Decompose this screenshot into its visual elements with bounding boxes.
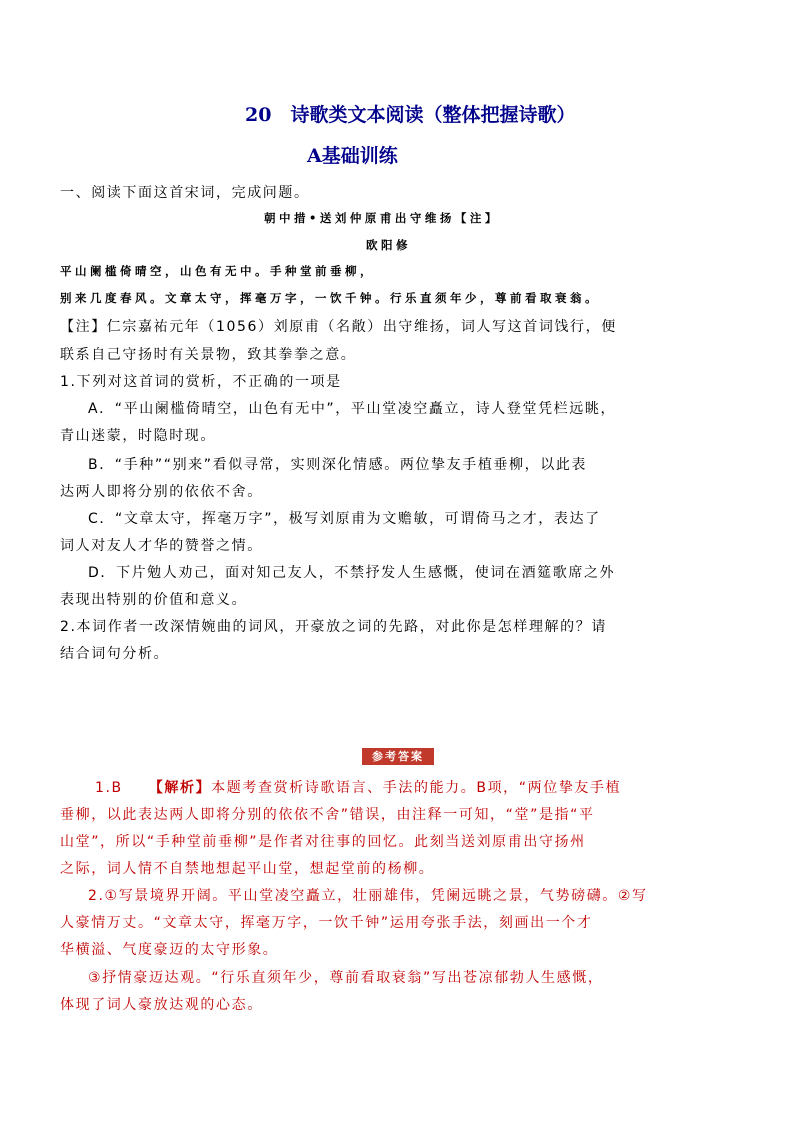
page-title: 20 诗歌类文本阅读（整体把握诗歌） bbox=[245, 104, 576, 126]
q1-option-b-cont: 达两人即将分别的依依不舍。 bbox=[60, 484, 263, 500]
poem-title: 朝中措•送刘仲原甫出守维扬【注】 bbox=[264, 211, 500, 225]
answer-1-text: 本题考查赏析诗歌语言、手法的能力。B项，“两位挚友手植 bbox=[211, 780, 622, 796]
q1-option-a: A．“平山阑槛倚晴空，山色有无中”，平山堂凌空矗立，诗人登堂凭栏远眺， bbox=[88, 401, 617, 417]
answer-1-number: 1.B bbox=[95, 780, 123, 796]
answer-badge: 参考答案 bbox=[362, 748, 434, 765]
answer-1-line-1 bbox=[95, 777, 621, 797]
answer-1-line-4: 之际，词人情不自禁地想起平山堂，想起堂前的杨柳。 bbox=[60, 861, 435, 877]
q2-line-1: 2.本词作者一改深情婉曲的词风，开豪放之词的先路，对此你是怎样理解的？请 bbox=[60, 619, 607, 635]
q1-stem: 1.下列对这首词的赏析，不正确的一项是 bbox=[60, 374, 342, 390]
q1-option-c-cont: 词人对友人才华的赞誉之情。 bbox=[60, 538, 263, 554]
note-line-2: 联系自己守扬时有关景物，致其拳拳之意。 bbox=[60, 347, 357, 363]
poem-line-1: 平山阑槛倚晴空，山色有无中。手种堂前垂柳， bbox=[60, 264, 375, 278]
q1-option-b: B．“手种”“别来”看似寻常，实则深化情感。两位挚友手植垂柳，以此表 bbox=[88, 457, 588, 473]
note-line-1: 【注】仁宗嘉祐元年（1056）刘原甫（名敞）出守维扬，词人写这首词饯行，便 bbox=[60, 319, 617, 335]
poem-line-2: 别来几度春风。文章太守，挥毫万字，一饮千钟。行乐直须年少，尊前看取衰翁。 bbox=[60, 291, 600, 305]
answer-2-line-2: 人豪情万丈。“文章太守，挥毫万字，一饮千钟”运用夸张手法，刻画出一个才 bbox=[60, 915, 593, 931]
answer-1-line-2: 垂柳，以此表达两人即将分别的依依不舍”错误，由注释一可知，“堂”是指“平 bbox=[60, 807, 595, 823]
q1-option-d: D．下片勉人劝己，面对知己友人，不禁抒发人生感慨，使词在酒筵歌席之外 bbox=[88, 565, 616, 581]
section-subtitle: A基础训练 bbox=[307, 145, 398, 167]
answer-1-line-3: 山堂”，所以“手种堂前垂柳”是作者对往事的回忆。此刻当送刘原甫出守扬州 bbox=[60, 834, 586, 850]
q1-option-c: C．“文章太守，挥毫万字”，极写刘原甫为文赡敏，可谓倚马之才，表达了 bbox=[88, 511, 601, 527]
q2-line-2: 结合词句分析。 bbox=[60, 646, 170, 662]
answer-2-line-5: 体现了词人豪放达观的心态。 bbox=[60, 997, 263, 1013]
instruction: 一、阅读下面这首宋词，完成问题。 bbox=[60, 185, 310, 201]
answer-1-tag: 【解析】 bbox=[148, 780, 212, 796]
q1-option-a-cont: 青山迷蒙，时隐时现。 bbox=[60, 428, 216, 444]
answer-2-line-1: 2.①写景境界开阔。平山堂凌空矗立，壮丽雄伟，凭阑远眺之景，气势磅礴。②写 bbox=[88, 888, 648, 904]
answer-2-line-4: ③抒情豪迈达观。“行乐直须年少，尊前看取衰翁”写出苍凉郁勃人生感慨， bbox=[88, 970, 604, 986]
poem-author: 欧阳修 bbox=[366, 238, 411, 252]
answer-2-line-3: 华横溢、气度豪迈的太守形象。 bbox=[60, 942, 279, 958]
q1-option-d-cont: 表现出特别的价值和意义。 bbox=[60, 592, 248, 608]
